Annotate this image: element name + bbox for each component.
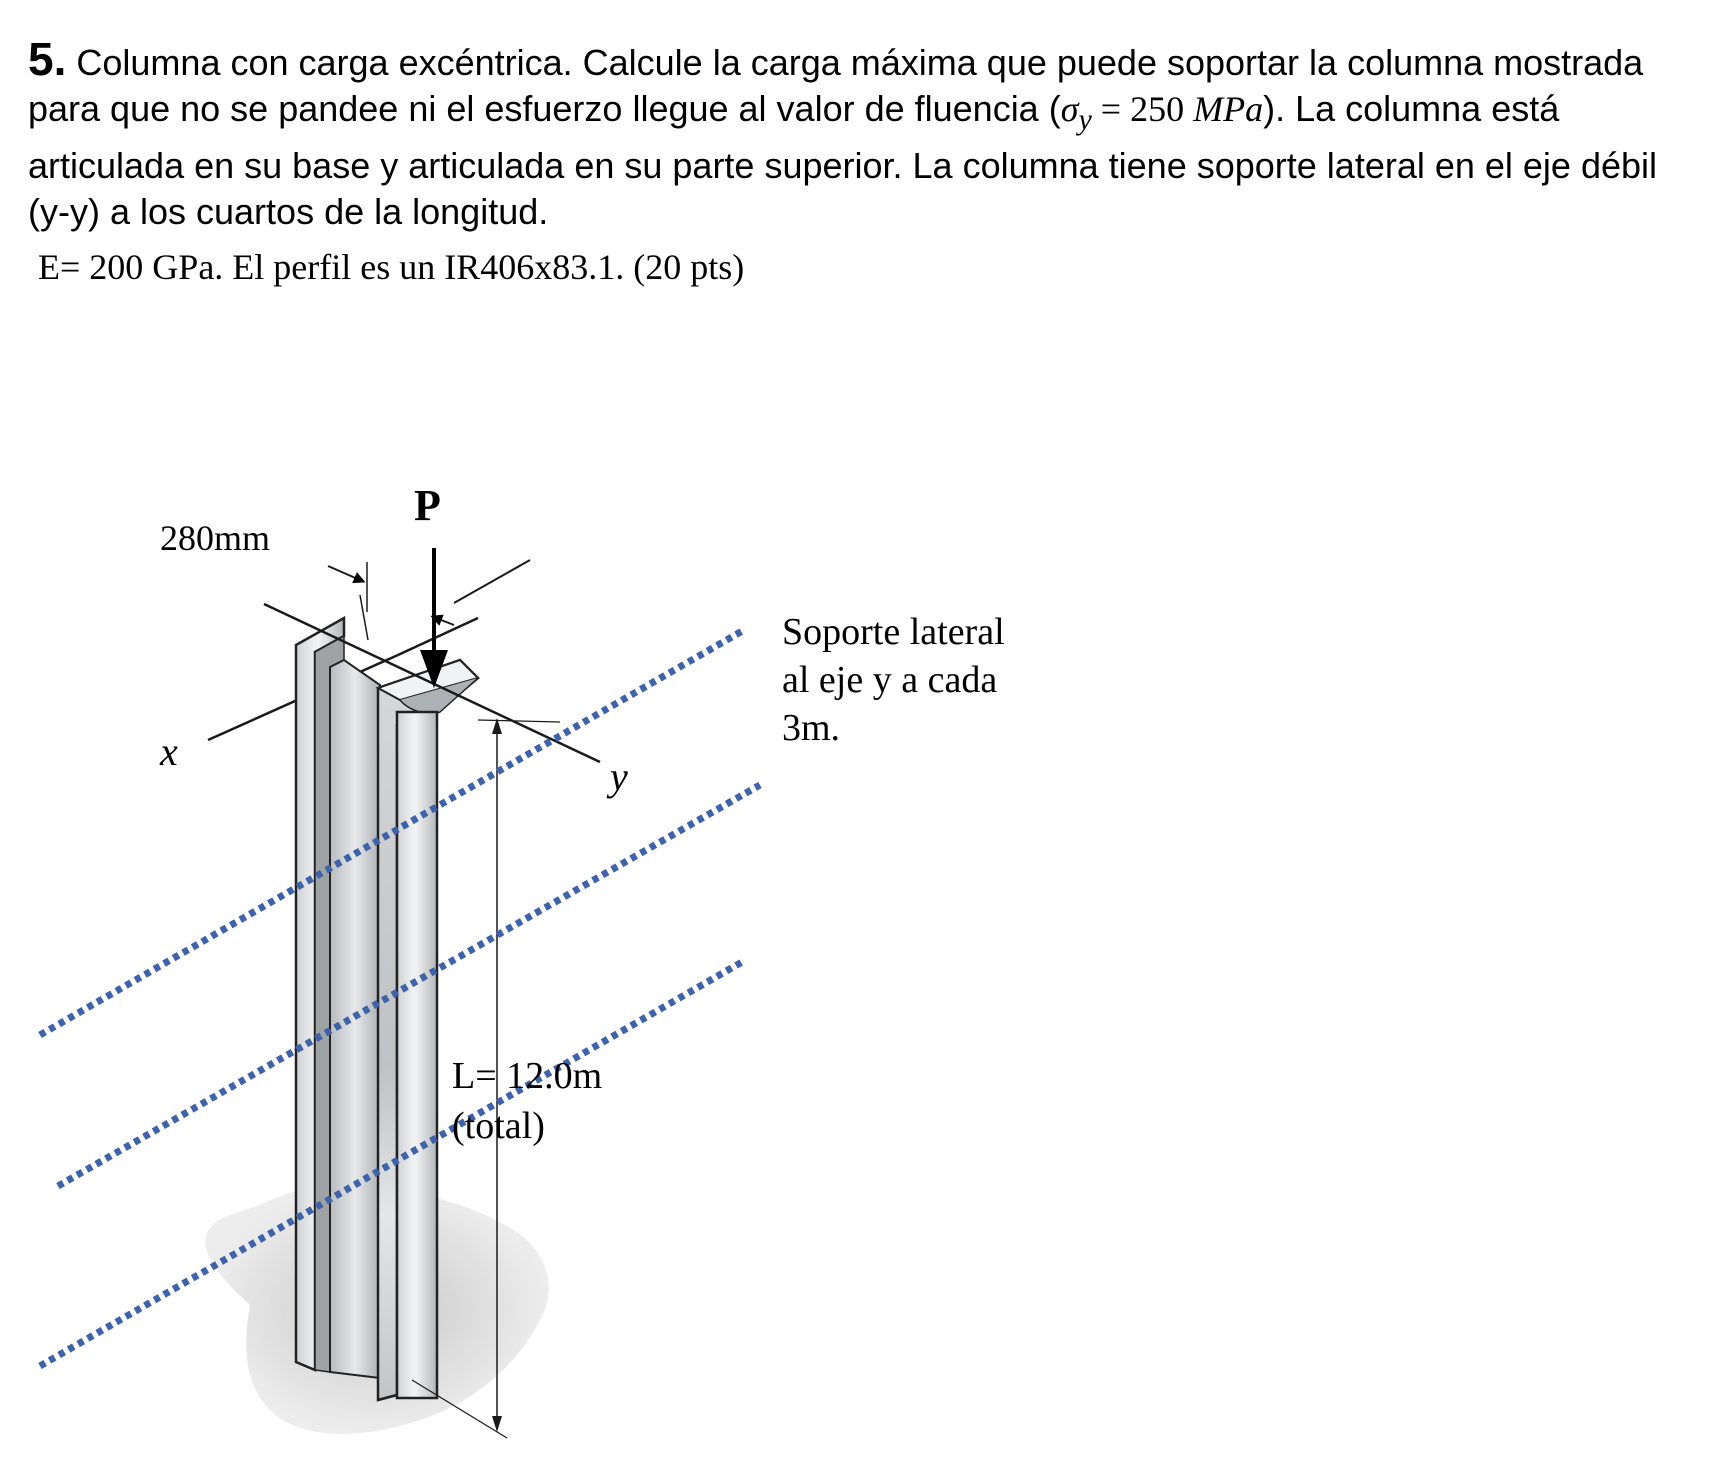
support-note-line2: al eje y a cada: [782, 659, 998, 701]
length-label-line1: L= 12.0m: [452, 1055, 603, 1097]
length-label-line2: (total): [452, 1105, 545, 1147]
sigma-subscript: y: [1078, 103, 1092, 137]
eccentricity-label: 280mm: [160, 518, 271, 558]
support-note-line1: Soporte lateral: [782, 611, 1005, 653]
problem-number: 5.: [28, 33, 67, 85]
load-label: P: [414, 481, 441, 530]
problem-text-part2: ). La columna está articulada en su base y articulada en su parte superior. La columna tiene soporte lateral en el eje débil (y-y) a los cuartos de la longitud.: [28, 88, 1658, 233]
problem-title: Columna con carga excéntrica.: [76, 42, 573, 83]
support-note-line3: 3m.: [782, 707, 841, 749]
problem-text-part1: Calcule la carga máxima que puede soportar la columna mostrada para que no se pandee ni el esfuerzo llegue al valor de fluencia (: [28, 42, 1644, 129]
sigma-equals: = 250: [1091, 89, 1194, 129]
x-axis-label: x: [160, 729, 178, 774]
sigma-symbol: σ: [1060, 89, 1079, 129]
web: [330, 660, 380, 1378]
x-axis-line-upper: [398, 618, 478, 655]
y-axis-label: y: [610, 754, 628, 799]
sigma-units: MPa: [1193, 89, 1264, 129]
given-data-line: E= 200 GPa. El perfil es un IR406x83.1. (20 pts): [38, 247, 745, 287]
eccentricity-dimension: [328, 560, 530, 640]
